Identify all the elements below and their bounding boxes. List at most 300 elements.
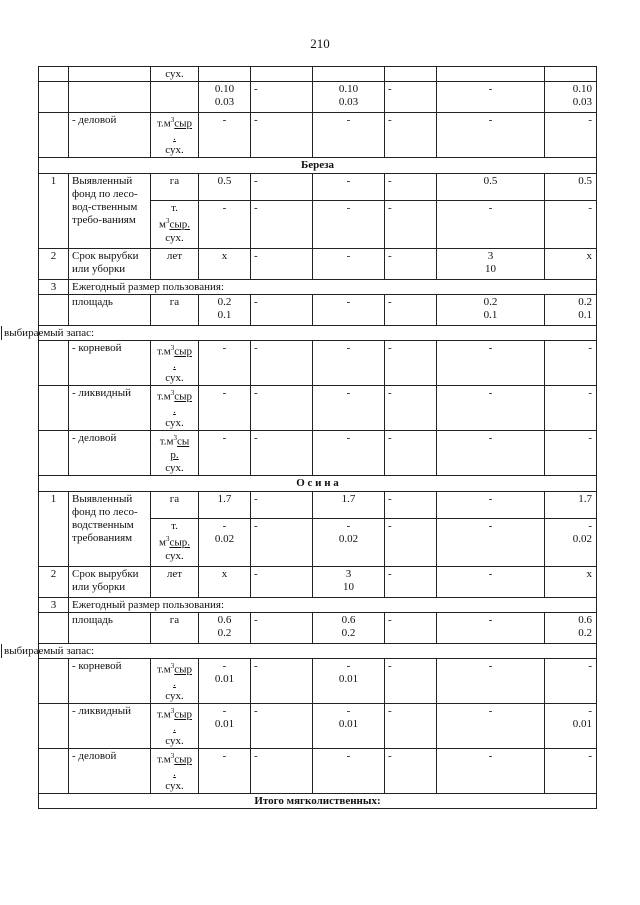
cell-line: 0.01 — [572, 718, 592, 730]
table-cell — [545, 113, 597, 157]
unit-sup: 3 — [170, 662, 175, 670]
cell-line: - — [588, 114, 592, 126]
cell-line: - — [388, 250, 392, 262]
table-cell — [151, 386, 199, 430]
table-row — [151, 519, 597, 566]
cell-line: - — [388, 660, 392, 672]
table-cell — [251, 492, 313, 518]
cell-line: - — [346, 705, 351, 717]
cell-line: - — [254, 568, 258, 580]
table-cell — [313, 201, 385, 248]
section-title: Береза — [39, 158, 597, 173]
unit-line: $т.м^3сыр$ — [157, 116, 192, 130]
table-cell — [151, 113, 199, 157]
cell-line: сух. — [165, 68, 184, 80]
table-cell — [251, 567, 313, 597]
table-cell — [69, 113, 151, 157]
table-cell — [437, 492, 545, 518]
zapas-label: выбираемый запас: — [1, 326, 597, 340]
table-cell — [545, 704, 597, 748]
unit-line: . — [173, 721, 176, 734]
table-cell — [545, 567, 597, 597]
cell-line: - — [488, 342, 493, 354]
table-cell — [151, 613, 199, 643]
table-cell — [545, 386, 597, 430]
table-cell — [151, 567, 199, 597]
total-title: Итого мягколиственных: — [39, 794, 597, 808]
cell-line: 0.02 — [572, 533, 592, 545]
cell-line: - — [488, 614, 493, 626]
cell-line: га — [169, 296, 180, 308]
table-row — [39, 67, 597, 82]
zapas-label: выбираемый запас: — [1, 644, 597, 658]
table-cell — [313, 567, 385, 597]
unit-line: . — [173, 130, 176, 143]
table-row — [39, 280, 597, 295]
cell-line: 0.10 — [338, 83, 359, 95]
table-cell — [39, 704, 69, 748]
unit-line: $т.м^3сыр$ — [157, 707, 192, 721]
table-cell — [313, 341, 385, 385]
table-cell: 1 — [39, 492, 69, 566]
cell-line: - — [588, 660, 592, 672]
table-row — [39, 249, 597, 280]
cell-line: - — [388, 296, 392, 308]
unit-line: . — [173, 766, 176, 779]
unit-sup: 3 — [170, 344, 175, 352]
table-cell — [199, 201, 251, 248]
table-cell — [69, 341, 151, 385]
unit-line: $т.м^3сыр$ — [157, 344, 192, 358]
unit-line: $т.м^3сыр$ — [157, 752, 192, 766]
unit-part: сыр — [174, 390, 192, 403]
table-cell — [251, 431, 313, 475]
table-cell — [151, 704, 199, 748]
table-cell — [199, 613, 251, 643]
cell-line: - — [346, 660, 351, 672]
table-cell — [437, 749, 545, 793]
table-cell — [251, 704, 313, 748]
table-cell — [251, 82, 313, 112]
cell-line: 0.03 — [214, 96, 235, 108]
unit-sup: 3 — [165, 535, 170, 543]
unit-line: $м^3сыр$. — [159, 217, 190, 231]
cell-line: - — [254, 750, 258, 762]
table-cell — [251, 174, 313, 200]
table-cell — [151, 431, 199, 475]
table-cell — [69, 82, 151, 112]
table-cell — [199, 295, 251, 325]
table-cell — [151, 341, 199, 385]
table-cell — [39, 659, 69, 703]
unit-part: сыр — [174, 117, 192, 130]
cell-line: - — [254, 342, 258, 354]
cell-line: - — [388, 387, 392, 399]
table-cell: 3 — [39, 598, 69, 612]
table-cell — [313, 174, 385, 200]
unit-part: сыр. — [169, 218, 190, 231]
table-cell — [313, 492, 385, 518]
cell-line: 0.6 — [341, 614, 356, 626]
table-cell — [69, 295, 151, 325]
table-cell — [151, 82, 199, 112]
cell-line: - — [254, 520, 258, 532]
table-row — [39, 82, 597, 113]
cell-line: 0.1 — [578, 309, 592, 321]
table-cell — [199, 174, 251, 200]
cell-line: - — [346, 175, 351, 187]
unit-line: сух. — [165, 549, 184, 562]
table-cell — [437, 659, 545, 703]
table-cell — [39, 67, 69, 81]
cell-line: х — [586, 250, 592, 262]
table-cell — [385, 431, 437, 475]
table-row — [39, 598, 597, 613]
table-cell — [251, 386, 313, 430]
cell-line: 0.5 — [217, 175, 232, 187]
table-cell — [545, 749, 597, 793]
cell-line: х — [586, 568, 592, 580]
cell-line: - — [488, 520, 493, 532]
table-cell — [39, 82, 69, 112]
table-row — [4, 326, 597, 341]
table-cell — [251, 659, 313, 703]
table-cell — [39, 613, 69, 643]
cell-line: лет — [166, 250, 183, 262]
cell-line: - — [254, 705, 258, 717]
table-cell — [385, 749, 437, 793]
cell-line: - ликвидный — [72, 387, 131, 399]
cell-line: - — [488, 493, 493, 505]
table-cell — [69, 67, 151, 81]
cell-line: - — [488, 568, 493, 580]
table-cell — [437, 431, 545, 475]
table-cell — [151, 519, 199, 566]
unit-sup: 3 — [165, 217, 170, 225]
table-cell — [313, 704, 385, 748]
table-cell — [151, 295, 199, 325]
fond-sub — [151, 174, 597, 248]
table-cell — [251, 749, 313, 793]
cell-line: - — [254, 114, 258, 126]
table-row — [151, 201, 597, 248]
cell-line: - — [254, 493, 258, 505]
unit-line: сух. — [165, 734, 184, 747]
unit-line: т. — [171, 202, 178, 214]
cell-line: - — [388, 520, 392, 532]
cell-line: 0.03 — [338, 96, 359, 108]
table-cell — [313, 519, 385, 566]
table-cell — [385, 386, 437, 430]
fond-sub — [151, 492, 597, 566]
table-cell — [385, 341, 437, 385]
table-cell — [545, 659, 597, 703]
table-cell: Ежегодный размер пользования: — [69, 598, 597, 612]
table-cell — [251, 249, 313, 279]
cell-line: - — [488, 114, 493, 126]
cell-line: - — [254, 250, 258, 262]
table-cell: 1 — [39, 174, 69, 248]
cell-line: - — [588, 387, 592, 399]
table-cell — [385, 113, 437, 157]
table-row — [39, 492, 597, 567]
forest-use-table — [4, 66, 597, 809]
table-cell — [151, 201, 199, 248]
cell-line: 0.10 — [214, 83, 235, 95]
table-cell — [545, 613, 597, 643]
table-cell — [437, 567, 545, 597]
table-cell — [313, 659, 385, 703]
cell-line: - — [222, 114, 227, 126]
cell-line: - — [222, 202, 227, 214]
table-cell — [313, 613, 385, 643]
cell-line: - — [588, 750, 592, 762]
cell-line: - — [222, 342, 227, 354]
unit-part: сыр — [174, 753, 192, 766]
table-cell — [199, 113, 251, 157]
unit-line: $т.м^3сы$ — [159, 434, 190, 448]
table-cell — [437, 201, 545, 248]
cell-line: - — [588, 705, 592, 717]
unit-part: сыр — [174, 708, 192, 721]
table-cell: 3 — [39, 280, 69, 294]
unit-line: сух. — [165, 779, 184, 792]
unit-line: сух. — [165, 461, 184, 474]
cell-line: - — [388, 342, 392, 354]
table-row — [39, 476, 597, 492]
cell-line: 1.7 — [578, 493, 592, 505]
cell-line: - — [488, 83, 493, 95]
cell-line: 2 — [50, 250, 57, 262]
table-cell — [313, 749, 385, 793]
cell-line: х — [221, 250, 228, 262]
page-number: 210 — [310, 36, 330, 51]
table-cell — [437, 295, 545, 325]
table-cell — [545, 174, 597, 200]
table-cell — [437, 386, 545, 430]
unit-part: сыр — [174, 663, 192, 676]
table-cell — [151, 67, 199, 81]
table-cell — [313, 386, 385, 430]
cell-line: - деловой — [72, 750, 117, 762]
unit-part: сы — [176, 435, 190, 448]
table-cell — [251, 67, 313, 81]
table-cell — [437, 519, 545, 566]
table-row — [39, 704, 597, 749]
cell-line: - — [346, 114, 351, 126]
table-cell — [39, 386, 69, 430]
table-cell — [199, 659, 251, 703]
cell-line: 1.7 — [217, 493, 232, 505]
table-cell — [69, 567, 151, 597]
unit-line: . — [173, 403, 176, 416]
unit-line: . — [173, 358, 176, 371]
cell-line: - — [346, 250, 351, 262]
table-cell — [199, 704, 251, 748]
table-cell — [313, 113, 385, 157]
cell-line: 0.01 — [338, 718, 359, 730]
cell-line: 0.6 — [217, 614, 232, 626]
cell-line: - — [488, 705, 493, 717]
cell-line: 0.03 — [572, 96, 592, 108]
table-cell — [251, 341, 313, 385]
table-cell — [437, 613, 545, 643]
table-cell — [69, 659, 151, 703]
table-cell — [251, 201, 313, 248]
cell-line: 2 — [50, 568, 57, 580]
unit-part: сыр. — [169, 536, 190, 549]
table-cell — [385, 567, 437, 597]
cell-line: 0.10 — [572, 83, 592, 95]
table-cell — [385, 519, 437, 566]
cell-line: 10 — [343, 581, 354, 593]
cell-line: - деловой — [72, 114, 117, 126]
table-cell — [545, 519, 597, 566]
table-cell — [199, 341, 251, 385]
unit-line: . — [173, 676, 176, 689]
table-row — [151, 174, 597, 201]
table-cell — [69, 431, 151, 475]
cell-line: 3 — [487, 250, 494, 262]
unit-sup: 3 — [170, 707, 175, 715]
table-cell — [199, 386, 251, 430]
cell-line: 0.01 — [214, 718, 235, 730]
cell-line: га — [169, 614, 180, 626]
cell-line: - — [388, 432, 392, 444]
table-cell — [199, 567, 251, 597]
cell-line: - — [346, 342, 351, 354]
cell-line: площадь — [72, 614, 113, 626]
cell-line: - — [254, 387, 258, 399]
table-row — [39, 431, 597, 476]
cell-line: - — [346, 520, 351, 532]
table-row — [39, 158, 597, 174]
table-cell: Ежегодный размер пользования: — [69, 280, 597, 294]
table-cell: Выявленный фонд по лесо-водственным требованиям — [69, 492, 151, 566]
table-row — [39, 386, 597, 431]
table-cell — [385, 659, 437, 703]
unit-line: $т.м^3сыр$ — [157, 662, 192, 676]
cell-line: - — [488, 202, 493, 214]
table-cell — [251, 613, 313, 643]
table-cell: Выявленный фонд по лесо-вод-ственным требо-ваниям — [69, 174, 151, 248]
cell-line: - — [222, 520, 227, 532]
cell-line: 1.7 — [341, 493, 356, 505]
unit-line: сух. — [165, 689, 184, 702]
cell-line: 0.1 — [217, 309, 232, 321]
table-cell — [39, 249, 69, 279]
table-row — [39, 794, 597, 809]
table-row — [39, 113, 597, 158]
unit-sup: 3 — [173, 434, 177, 442]
cell-line: Срок вырубки или уборки — [72, 250, 139, 275]
cell-line: - — [588, 520, 592, 532]
table-cell — [313, 67, 385, 81]
table-cell — [385, 174, 437, 200]
cell-line: - — [488, 387, 493, 399]
table-cell — [437, 67, 545, 81]
table-cell — [437, 341, 545, 385]
cell-line: - деловой — [72, 432, 117, 444]
cell-line: - — [488, 432, 493, 444]
unit-sup: 3 — [170, 116, 175, 124]
cell-line: - — [388, 614, 392, 626]
table-cell — [545, 341, 597, 385]
table-cell — [151, 659, 199, 703]
cell-line: - — [346, 750, 351, 762]
table-cell — [545, 67, 597, 81]
table-cell — [199, 82, 251, 112]
table-cell — [437, 249, 545, 279]
unit-line: р. — [170, 448, 179, 461]
cell-line: - — [388, 114, 392, 126]
cell-line: 0.01 — [338, 673, 359, 685]
table-cell — [545, 431, 597, 475]
table-row — [39, 567, 597, 598]
table-row — [151, 492, 597, 519]
cell-line: - — [254, 202, 258, 214]
cell-line: - — [254, 83, 258, 95]
table-cell — [251, 295, 313, 325]
table-cell — [437, 82, 545, 112]
table-cell — [151, 249, 199, 279]
table-cell — [69, 613, 151, 643]
cell-line: 0.2 — [578, 627, 592, 639]
unit-sup: 3 — [170, 389, 175, 397]
table-cell — [199, 431, 251, 475]
table-cell — [437, 113, 545, 157]
cell-line: 0.1 — [483, 309, 498, 321]
cell-line: 0.5 — [483, 175, 498, 187]
cell-line: - — [588, 342, 592, 354]
table-cell — [69, 704, 151, 748]
cell-line: - — [388, 202, 392, 214]
table-cell — [39, 567, 69, 597]
cell-line: - — [388, 568, 392, 580]
cell-line: 3 — [345, 568, 352, 580]
cell-line: площадь — [72, 296, 113, 308]
unit-line: $т.м^3сыр$ — [157, 389, 192, 403]
unit-line: т. — [171, 520, 178, 532]
table-cell — [385, 201, 437, 248]
cell-line: - — [346, 432, 351, 444]
table-cell — [385, 67, 437, 81]
cell-line: 0.2 — [217, 296, 232, 308]
table-cell — [39, 341, 69, 385]
cell-line: - — [222, 387, 227, 399]
table-cell — [313, 431, 385, 475]
cell-line: - — [388, 493, 392, 505]
cell-line: - корневой — [72, 660, 122, 672]
table-cell — [251, 113, 313, 157]
cell-line: лет — [166, 568, 183, 580]
unit-sup: 3 — [170, 752, 175, 760]
table-cell — [199, 492, 251, 518]
table-cell — [385, 82, 437, 112]
unit-line: сух. — [165, 231, 184, 244]
table-cell — [39, 431, 69, 475]
cell-line: - — [588, 432, 592, 444]
table-cell: га — [151, 492, 199, 518]
table-row — [39, 659, 597, 704]
cell-line: - — [388, 705, 392, 717]
table-cell — [385, 249, 437, 279]
cell-line: 0.2 — [483, 296, 498, 308]
table-cell — [385, 704, 437, 748]
table-cell — [385, 492, 437, 518]
table-cell — [69, 386, 151, 430]
unit-line: сух. — [165, 416, 184, 429]
